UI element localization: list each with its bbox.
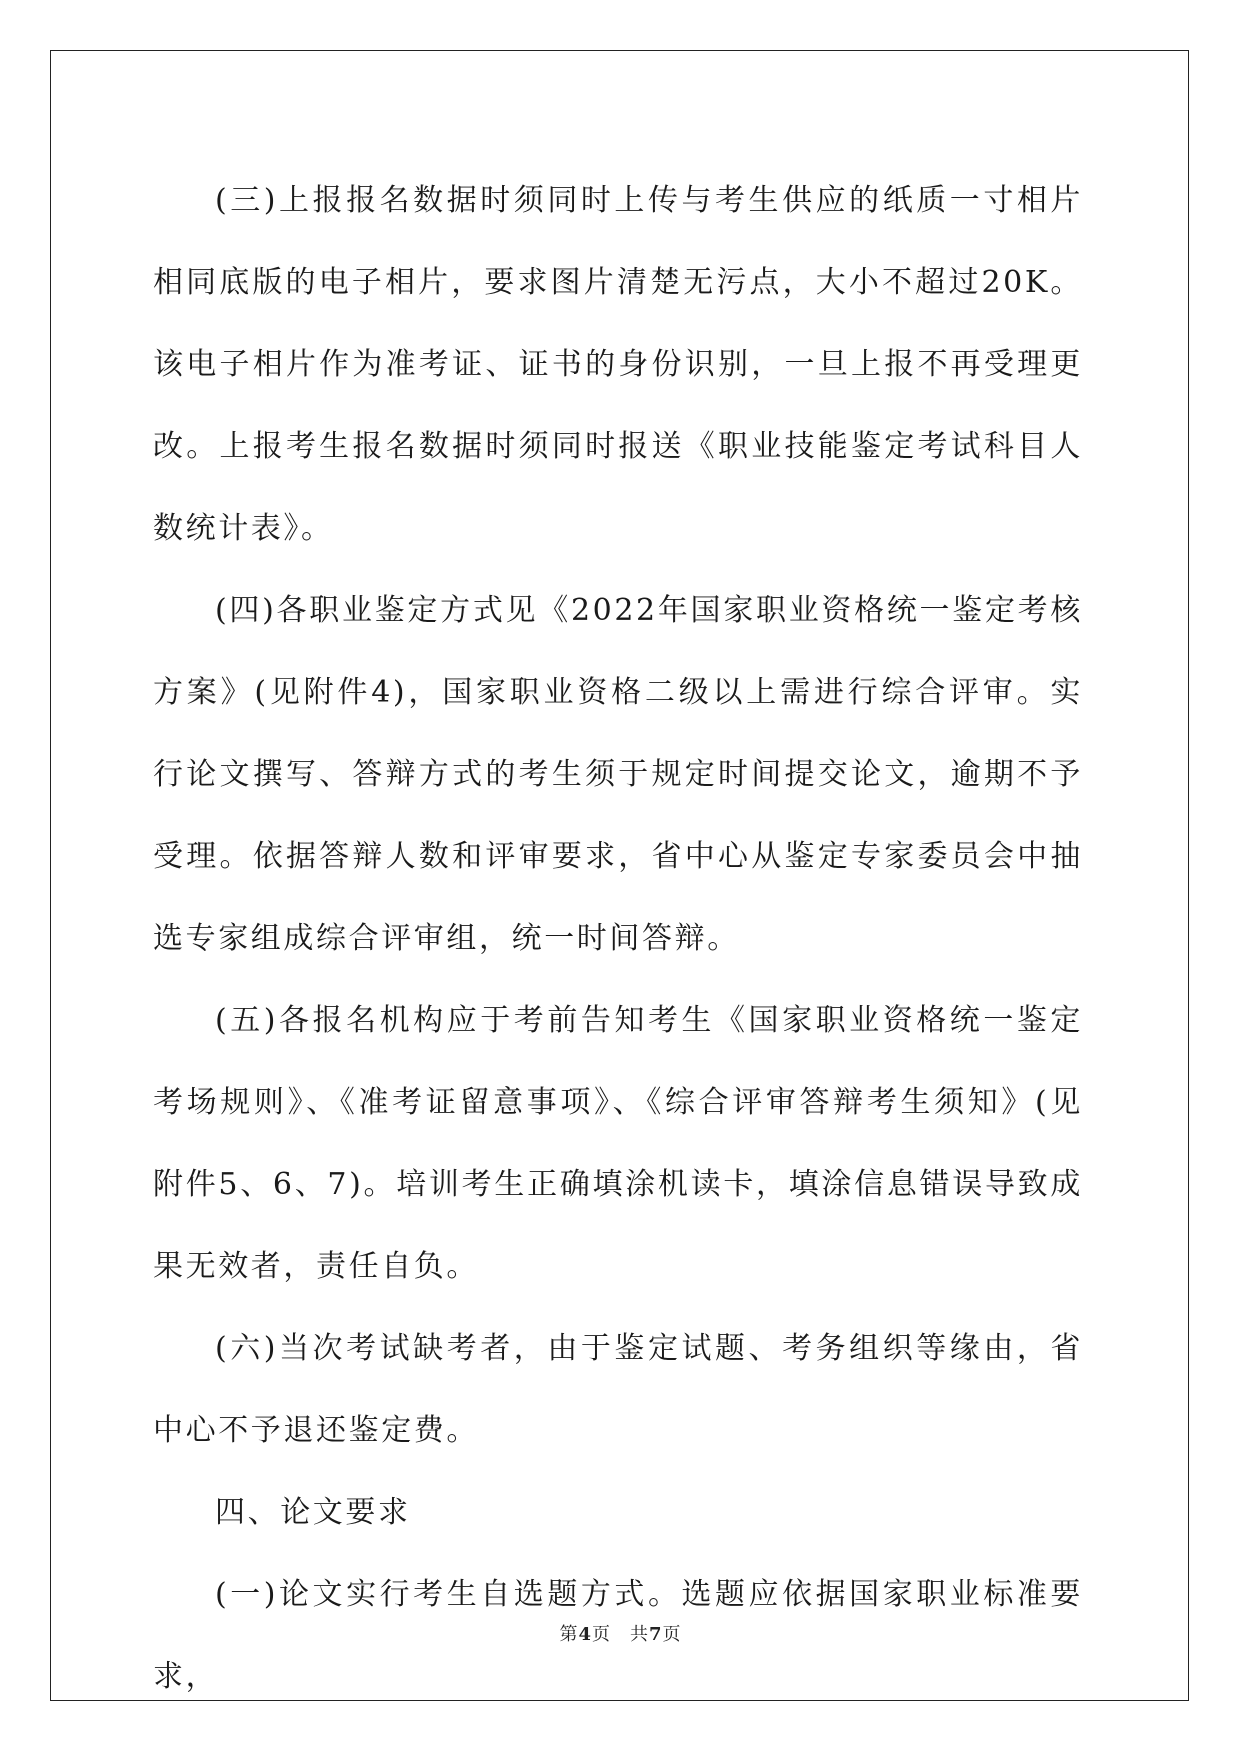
paragraph-1-thesis-topic: (一)论文实行考生自选题方式。选题应依据国家职业标准要求， — [153, 1577, 1083, 1694]
paragraph-5-exam-rules: (五)各报名机构应于考前告知考生《国家职业资格统一鉴定考场规则》、《准考证留意事项》、《综合评审答辩考生须知》(见附件5、6、7)。培训考生正确填涂机读卡，填涂信息错误导致成果无效者，责任自负。 — [153, 1003, 1083, 1284]
paragraph-6-absence-fee: (六)当次考试缺考者，由于鉴定试题、考务组织等缘由，省中心不予退还鉴定费。 — [153, 1331, 1083, 1448]
paragraph-3-photo-upload: (三)上报报名数据时须同时上传与考生供应的纸质一寸相片相同底版的电子相片，要求图片清楚无污点，大小不超过20K。该电子相片作为准考证、证书的身份识别，一旦上报不再受理更改。上报考生报名数据时须同时报送《职业技能鉴定考试科目人数统计表》。 — [153, 183, 1083, 546]
page-footer — [0, 1620, 1241, 1646]
paragraph-4-assessment-method: (四)各职业鉴定方式见《2022年国家职业资格统一鉴定考核方案》(见附件4)，国家职业资格二级以上需进行综合评审。实行论文撰写、答辩方式的考生须于规定时间提交论文，逾期不予受理。依据答辩人数和评审要求，省中心从鉴定专家委员会中抽选专家组成综合评审组，统一时间答辩。 — [153, 593, 1083, 956]
footer-current-page: 4 — [578, 1624, 592, 1645]
section-heading-thesis-requirements: 四、论文要求 — [215, 1495, 411, 1530]
footer-suffix: 页 — [662, 1624, 682, 1645]
footer-middle: 页 共 — [592, 1624, 649, 1645]
footer-total-pages: 7 — [649, 1624, 663, 1645]
footer-prefix: 第 — [559, 1624, 579, 1645]
document-body — [153, 160, 1083, 1718]
